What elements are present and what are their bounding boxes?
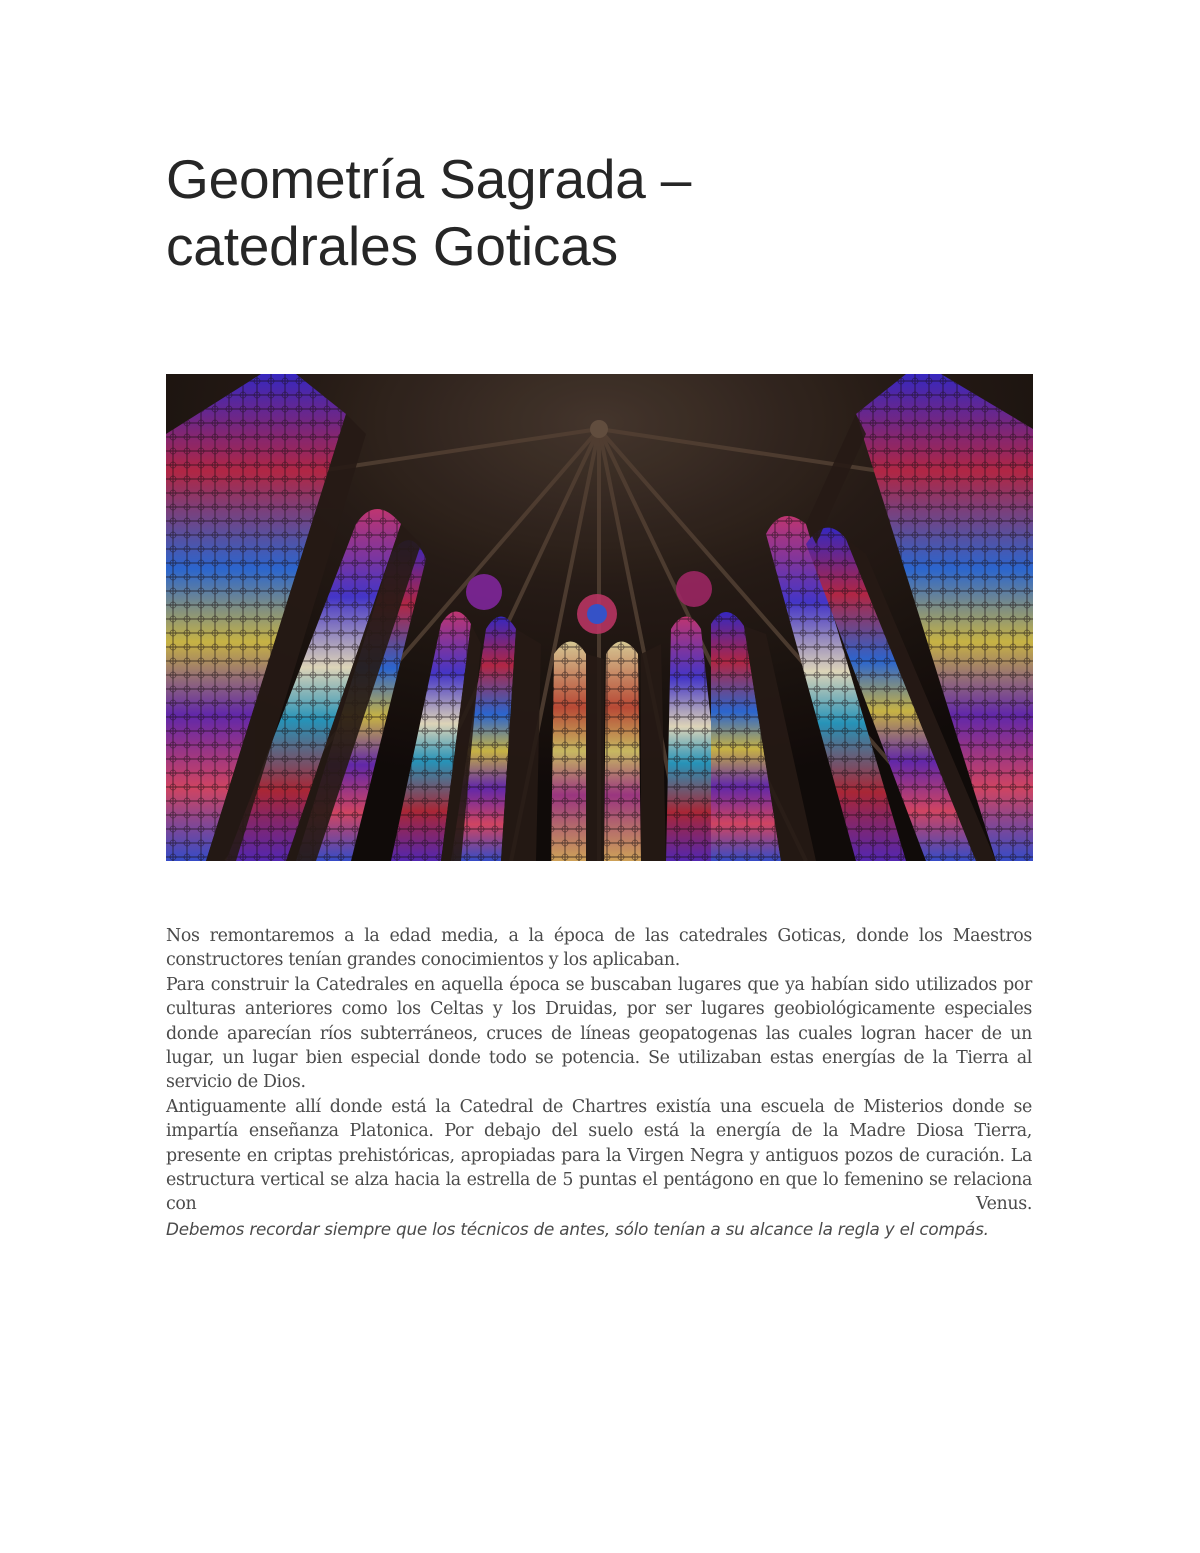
paragraph-3: Antiguamente allí donde está la Catedral de Chartres existía una escuela de Misterios donde se impartía enseñanza Platonica. Por debajo del suelo está la energía de la Madre Diosa Tierra, presente en criptas prehistóricas, apropiadas para la Virgen Negra y antiguos pozos de curación. La estructura vertical se alza hacia la estrella de 5 puntas el pentágono en que lo femenino se relaciona con Venus. xyxy=(166,1096,1032,1215)
document-body xyxy=(166,924,1032,1241)
title-line-1: Geometría Sagrada – xyxy=(166,148,692,210)
title-line-2: catedrales Goticas xyxy=(166,215,618,277)
paragraph-4-italic: Debemos recordar siempre que los técnicos de antes, sólo tenían a su alcance la regla y el compás. xyxy=(166,1218,989,1239)
paragraph-2: Para construir la Catedrales en aquella época se buscaban lugares que ya habían sido utilizados por culturas anteriores como los Celtas y los Druidas, por ser lugares geobiológicamente especiales donde aparecían ríos subterráneos, cruces de líneas geopatogenas las cuales logran hacer de un lugar, un lugar bien especial donde todo se potencia. Se utilizaban estas energías de la Tierra al servicio de Dios. xyxy=(166,974,1032,1093)
cathedral-stained-glass-photo xyxy=(166,374,1033,861)
paragraph-1: Nos remontaremos a la edad media, a la época de las catedrales Goticas, donde los Maestros constructores tenían grandes conocimientos y los aplicaban. xyxy=(166,926,1032,971)
document-title xyxy=(166,146,1046,280)
